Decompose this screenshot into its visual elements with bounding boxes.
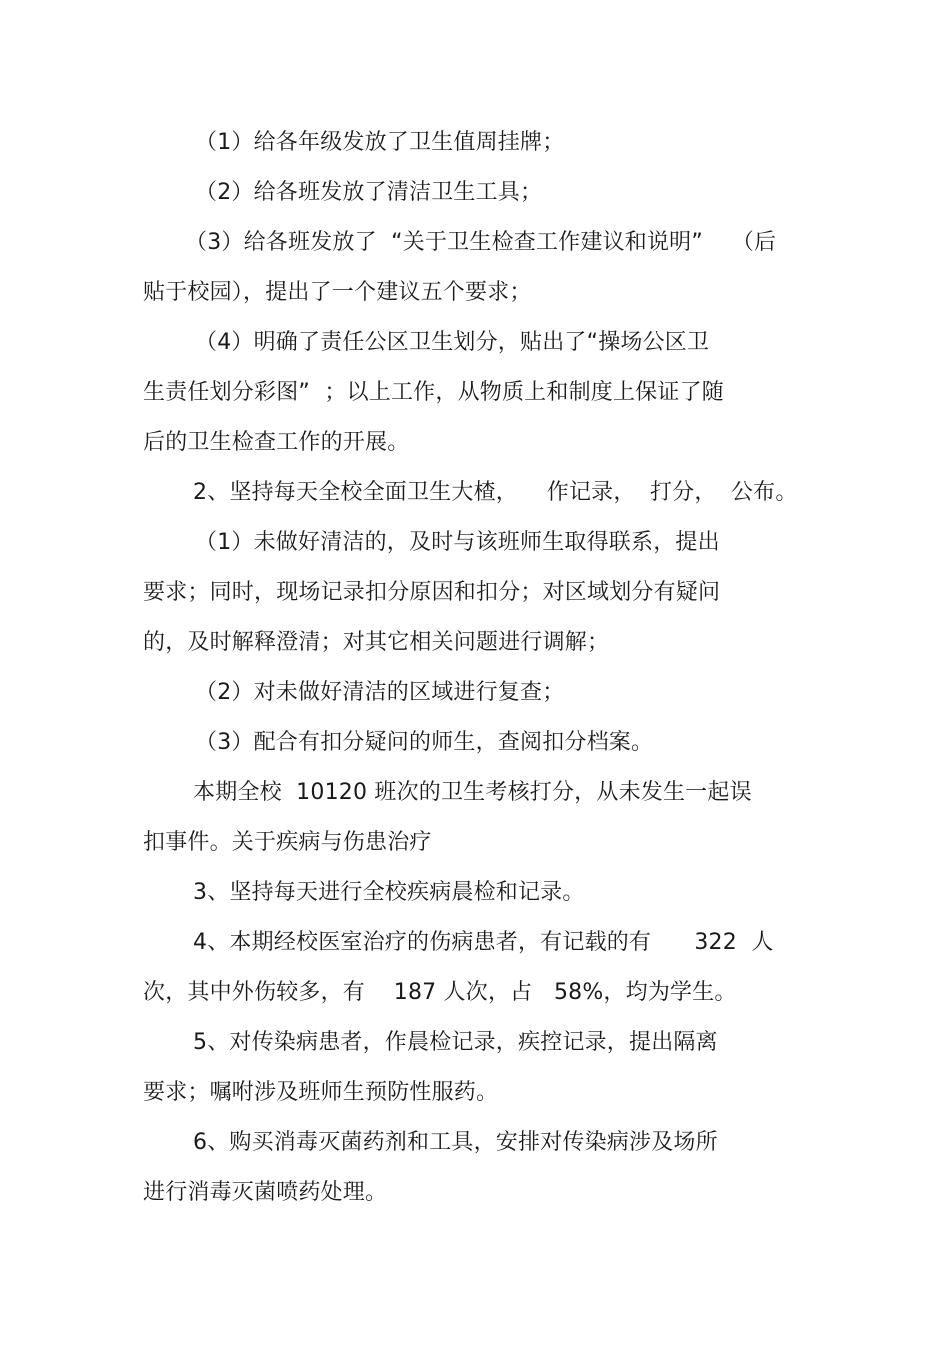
- paragraph-summary: 本期全校 10120 班次的卫生考核打分，从未发生一起误: [193, 780, 752, 805]
- list-item-1-4-cont-b: 后的卫生检查工作的开展。: [143, 430, 410, 455]
- list-item-2-3: （3）配合有扣分疑问的师生，查阅扣分档案。: [195, 730, 654, 755]
- section-6-heading: 6、购买消毒灭菌药剂和工具，安排对传染病涉及场所: [193, 1130, 718, 1155]
- section-4-cont: 次，其中外伤较多，有 187 人次，占 58%，均为学生。: [143, 980, 737, 1005]
- list-item-2-2: （2）对未做好清洁的区域进行复查；: [195, 680, 565, 705]
- section-3-heading: 3、坚持每天进行全校疾病晨检和记录。: [193, 880, 585, 905]
- section-6-cont: 进行消毒灭菌喷药处理。: [143, 1180, 388, 1205]
- list-item-1-4: （4）明确了责任公区卫生划分，贴出了“操场公区卫: [195, 330, 710, 355]
- list-item-1-2: （2）给各班发放了清洁卫生工具；: [195, 180, 543, 205]
- list-item-1-1: （1）给各年级发放了卫生值周挂牌；: [195, 130, 565, 155]
- list-item-2-1-cont-a: 要求；同时，现场记录扣分原因和扣分；对区域划分有疑问: [143, 580, 721, 605]
- section-5-heading: 5、对传染病患者，作晨检记录，疾控记录，提出隔离: [193, 1030, 718, 1055]
- section-4-heading: 4、本期经校医室治疗的伤病患者，有记载的有 322 人: [193, 930, 774, 955]
- section-2-heading: 2、坚持每天全校全面卫生大楂， 作记录， 打分， 公布。: [193, 480, 798, 505]
- paragraph-summary-cont: 扣事件。关于疾病与伤患治疗: [143, 830, 432, 855]
- list-item-1-4-cont-a: 生责任划分彩图” ；以上工作，从物质上和制度上保证了随: [143, 380, 724, 405]
- list-item-2-1-cont-b: 的，及时解释澄清；对其它相关问题进行调解；: [143, 630, 610, 655]
- list-item-1-3-cont: 贴于校园），提出了一个建议五个要求；: [143, 280, 532, 305]
- list-item-2-1: （1）未做好清洁的，及时与该班师生取得联系，提出: [195, 530, 720, 555]
- list-item-1-3: （3）给各班发放了 “关于卫生检查工作建议和说明” （后: [185, 230, 777, 255]
- section-5-cont: 要求；嘱咐涉及班师生预防性服药。: [143, 1080, 499, 1105]
